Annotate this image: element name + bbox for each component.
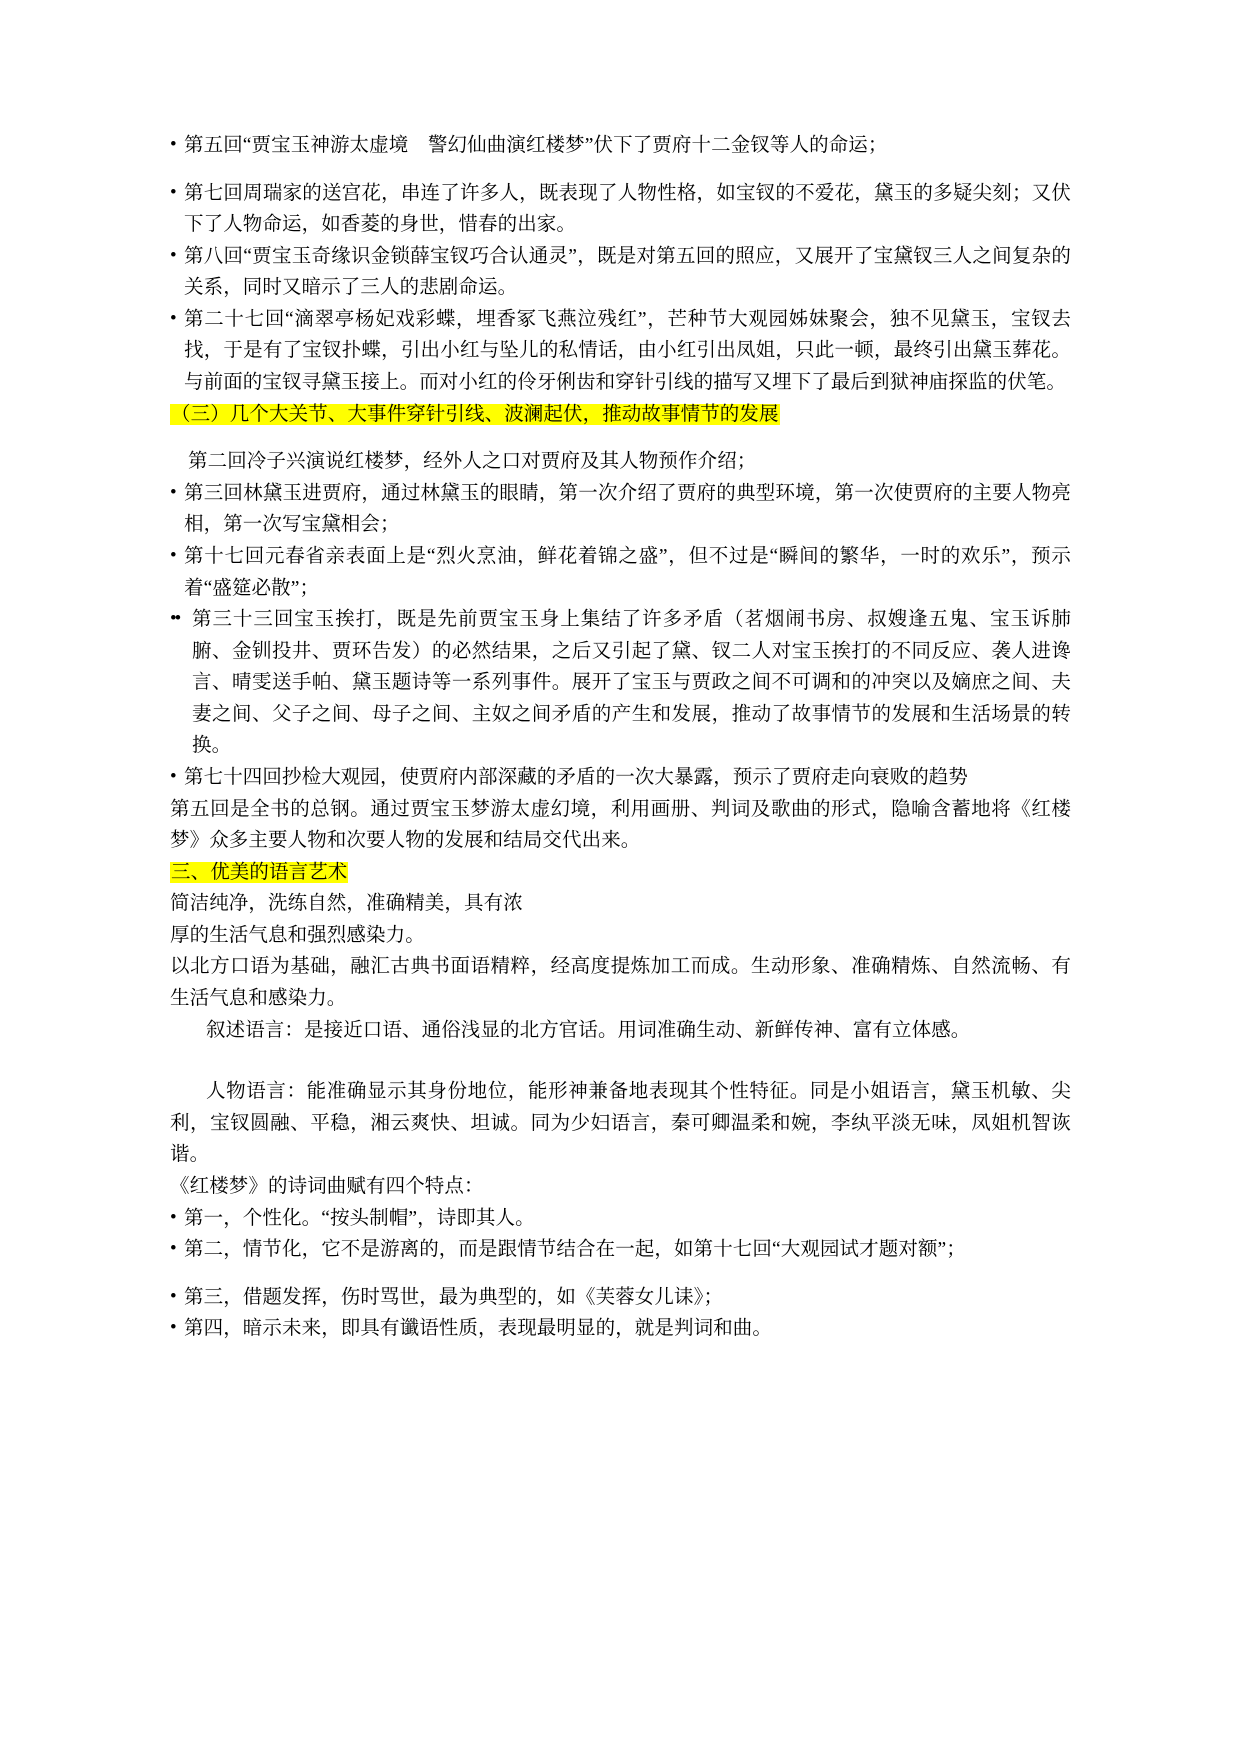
paragraph: 简洁纯净，洗练自然，准确精美，具有浓	[170, 893, 523, 915]
list-item: • 第七回周瑞家的送宫花，串连了许多人，既表现了人物性格，如宝钗的不爱花，黛玉的多疑尖刻；又伏下了人物命运，如香菱的身世，惜春的出家。	[170, 178, 1071, 241]
list-item: • 第三回林黛玉进贾府，通过林黛玉的眼睛，第一次介绍了贾府的典型环境，第一次使贾府的主要人物亮相，第一次写宝黛相会；	[170, 478, 1071, 541]
paragraph: 《红楼梦》的诗词曲赋有四个特点：	[170, 1175, 484, 1197]
paragraph-spacer	[170, 1266, 1071, 1282]
section-heading-language-art	[170, 857, 1071, 889]
paragraph: 人物语言：能准确显示其身份地位，能形神兼备地表现其个性特征。同是小姐语言，黛玉机敏、尖利，宝钗圆融、平稳，湘云爽快、坦诚。同为少妇语言，秦可卿温柔和婉，李纨平淡无味，凤姐机智诙谐。	[170, 1081, 1071, 1166]
highlighted-heading-text: 三、优美的语言艺术	[171, 861, 348, 883]
list-item: •• 第三十三回宝玉挨打，既是先前贾宝玉身上集结了许多矛盾（茗烟闹书房、叔嫂逢五鬼、宝玉诉肺腑、金钏投井、贾环告发）的必然结果，之后又引起了黛、钗二人对宝玉挨打的不同反应、袭人进谗言、晴雯送手帕、黛玉题诗等一系列事件。展开了宝玉与贾政之间不可调和的冲突以及嫡庶之间、夫妻之间、父子之间、母子之间、主奴之间矛盾的产生和发展，推动了故事情节的发展和生活场景的转换。	[170, 604, 1071, 762]
list-item: • 第四，暗示未来，即具有谶语性质，表现最明显的，就是判词和曲。	[170, 1313, 1071, 1345]
paragraph: 第二回冷子兴演说红楼梦，经外人之口对贾府及其人物预作介绍；	[188, 451, 757, 473]
paragraph-spacer	[170, 1046, 1071, 1076]
paragraph-spacer	[170, 430, 1071, 446]
list-item: • 第二十七回“滴翠亭杨妃戏彩蝶，埋香冢飞燕泣残红”，芒种节大观园姊妹聚会，独不见黛玉，宝钗去找，于是有了宝钗扑蝶，引出小红与坠儿的私情话，由小红引出凤姐，只此一顿，最终引出黛玉葬花。与前面的宝钗寻黛玉接上。而对小红的伶牙俐齿和穿针引线的描写又埋下了最后到狱神庙探监的伏笔。	[170, 304, 1071, 399]
paragraph: 以北方口语为基础，融汇古典书面语精粹，经高度提炼加工而成。生动形象、准确精炼、自然流畅、有生活气息和感染力。	[170, 956, 1071, 1010]
list-item: • 第二，情节化，它不是游离的，而是跟情节结合在一起，如第十七回“大观园试才题对额”；	[170, 1234, 1071, 1266]
paragraph: 叙述语言：是接近口语、通俗浅显的北方官话。用词准确生动、新鲜传神、富有立体感。	[206, 1019, 971, 1041]
paragraph: 厚的生活气息和强烈感染力。	[170, 924, 425, 946]
highlighted-heading-text: （三）几个大关节、大事件穿针引线、波澜起伏，推动故事情节的发展	[171, 403, 779, 425]
document-body	[170, 130, 1071, 1345]
section-heading-three-sub	[170, 399, 1071, 431]
list-item: • 第三，借题发挥，伤时骂世，最为典型的，如《芙蓉女儿诔》；	[170, 1282, 1071, 1314]
paragraph-spacer	[170, 162, 1071, 178]
list-item: • 第十七回元春省亲表面上是“烈火烹油，鲜花着锦之盛”，但不过是“瞬间的繁华，一时的欢乐”，预示着“盛筵必散”；	[170, 541, 1071, 604]
list-item: • 第七十四回抄检大观园，使贾府内部深藏的矛盾的一次大暴露，预示了贾府走向衰败的趋势	[170, 762, 1071, 794]
list-item: • 第一，个性化。“按头制帽”，诗即其人。	[170, 1203, 1071, 1235]
list-item: • 第五回“贾宝玉神游太虚境 警幻仙曲演红楼梦”伏下了贾府十二金钗等人的命运；	[170, 130, 1071, 162]
paragraph: 第五回是全书的总钢。通过贾宝玉梦游太虚幻境，利用画册、判词及歌曲的形式，隐喻含蓄地将《红楼梦》众多主要人物和次要人物的发展和结局交代出来。	[170, 798, 1071, 852]
list-item: • 第八回“贾宝玉奇缘识金锁薛宝钗巧合认通灵”，既是对第五回的照应，又展开了宝黛钗三人之间复杂的关系，同时又暗示了三人的悲剧命运。	[170, 241, 1071, 304]
